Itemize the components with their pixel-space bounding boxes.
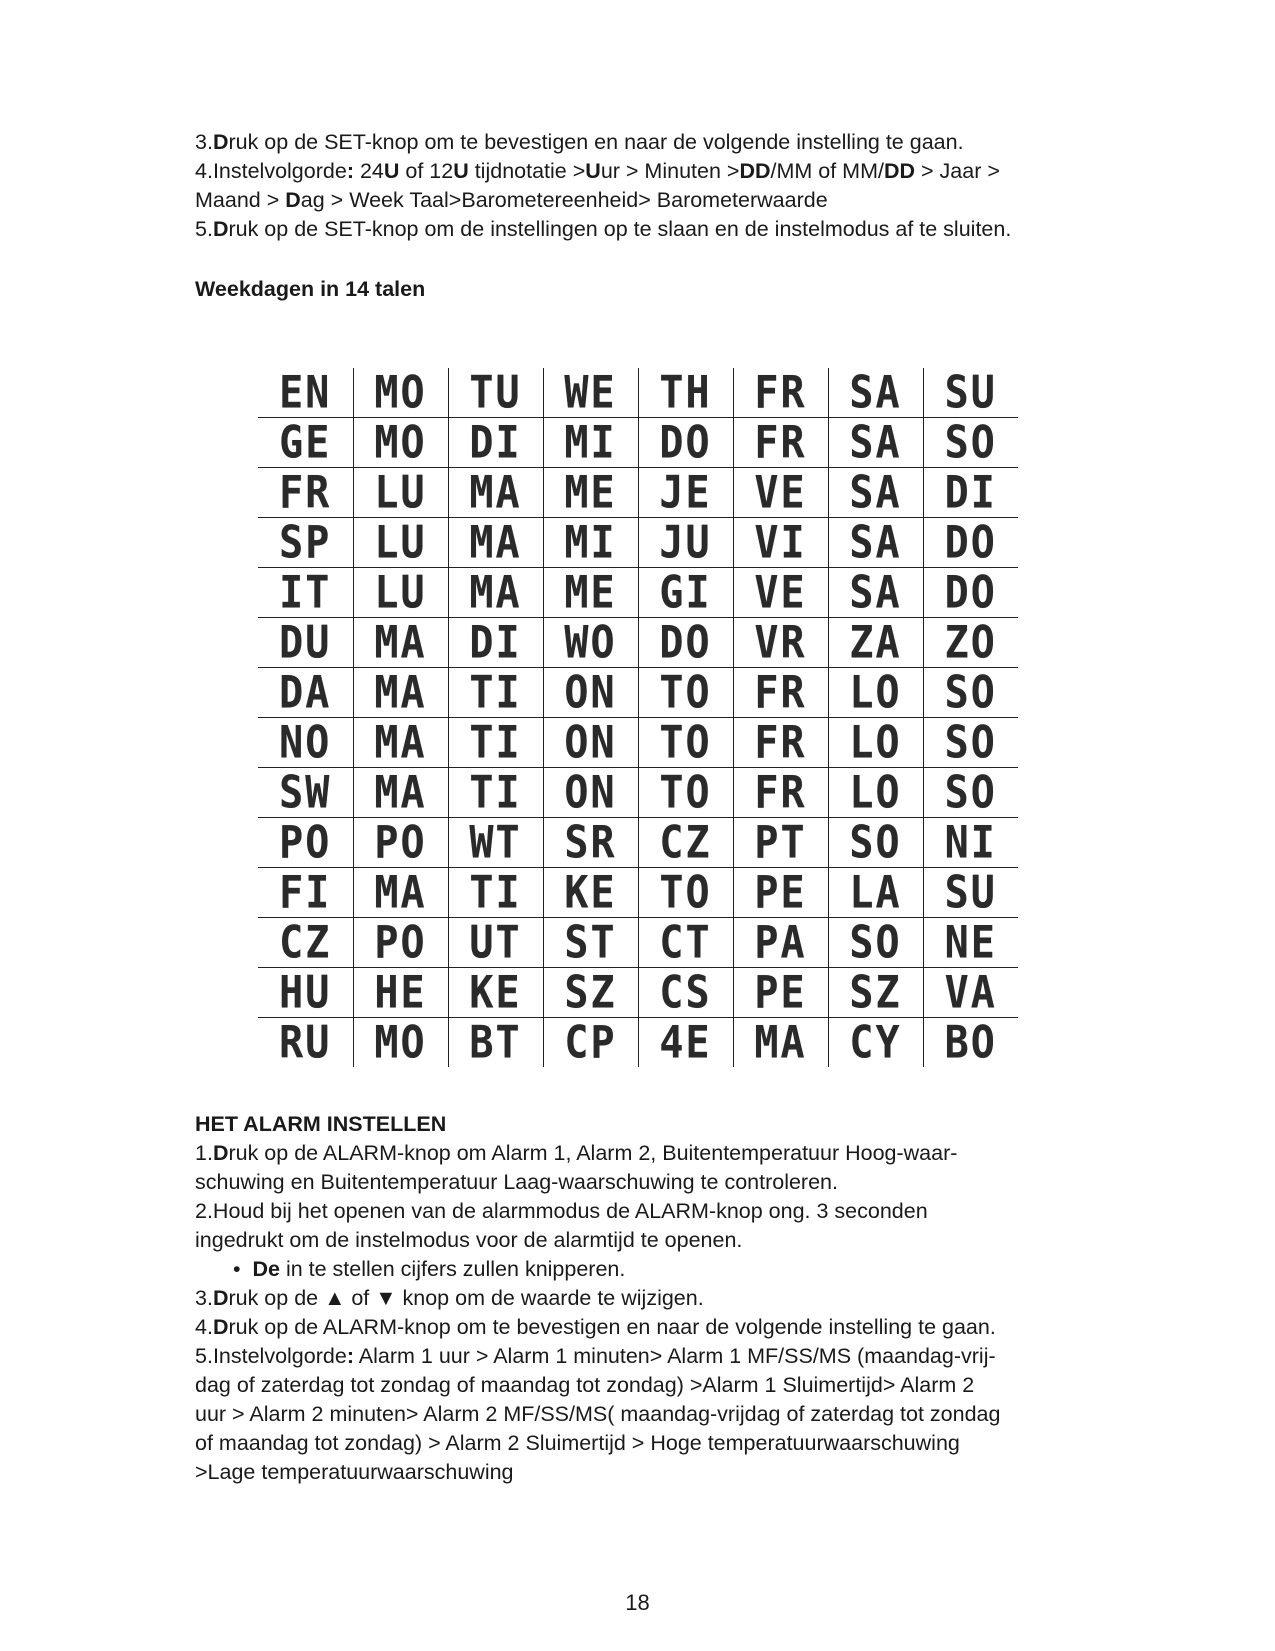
- lcd-day-code: PO: [374, 916, 427, 969]
- lcd-day-code: HU: [279, 966, 332, 1019]
- lcd-day-code: MO: [374, 1016, 427, 1069]
- table-cell: [733, 768, 828, 818]
- lcd-day-code: DO: [944, 566, 997, 619]
- table-cell: [353, 718, 448, 768]
- alarm-step-5-line5: >Lage temperatuurwaarschuwing: [195, 1460, 514, 1484]
- step-5-save: 5.Druk op de SET-knop om de instellingen op te slaan en de instelmodus af te sluiten.: [195, 217, 1012, 241]
- table-cell: [733, 668, 828, 718]
- table-cell: [543, 968, 638, 1018]
- lcd-day-code: KE: [564, 866, 617, 919]
- lcd-day-code: SO: [849, 916, 902, 969]
- table-cell: [353, 468, 448, 518]
- lcd-day-code: SO: [944, 716, 997, 769]
- lcd-day-code: WT: [469, 816, 522, 869]
- lcd-day-code: CY: [849, 1016, 902, 1069]
- lcd-day-code: MA: [374, 716, 427, 769]
- lcd-day-code: GE: [279, 416, 332, 469]
- table-cell: [258, 818, 353, 868]
- table-row: [258, 368, 1018, 418]
- lcd-day-code: PO: [279, 816, 332, 869]
- table-cell: [353, 568, 448, 618]
- table-cell: [733, 718, 828, 768]
- lcd-day-code: EN: [279, 366, 332, 419]
- lcd-day-code: ZO: [944, 616, 997, 669]
- lcd-day-code: PE: [754, 866, 807, 919]
- table-row: [258, 768, 1018, 818]
- table-cell: [258, 868, 353, 918]
- table-cell: [638, 868, 733, 918]
- table-cell: [923, 918, 1018, 968]
- lcd-day-code: MA: [754, 1016, 807, 1069]
- table-cell: [828, 518, 923, 568]
- lcd-day-code: VE: [754, 566, 807, 619]
- lcd-day-code: DO: [659, 616, 712, 669]
- table-cell: [353, 1018, 448, 1068]
- page-number: 18: [625, 1590, 650, 1615]
- lcd-day-code: FR: [279, 466, 332, 519]
- table-row: [258, 968, 1018, 1018]
- lcd-day-code: SO: [944, 416, 997, 469]
- table-cell: [543, 518, 638, 568]
- step-4-order-line2: Maand > Dag > Week Taal>Barometereenheid> Barometerwaarde: [195, 188, 828, 212]
- table-row: [258, 718, 1018, 768]
- table-cell: [828, 468, 923, 518]
- weekdays-heading: Weekdagen in 14 talen: [195, 277, 426, 301]
- table-cell: [923, 518, 1018, 568]
- lcd-day-code: SU: [944, 866, 997, 919]
- table-cell: [828, 868, 923, 918]
- lcd-day-code: FR: [754, 666, 807, 719]
- table-cell: [258, 368, 353, 418]
- lcd-day-code: ON: [564, 716, 617, 769]
- table-cell: [353, 918, 448, 968]
- lcd-day-code: VE: [754, 466, 807, 519]
- table-cell: [353, 368, 448, 418]
- lcd-day-code: TI: [469, 666, 522, 719]
- alarm-heading: HET ALARM INSTELLEN: [195, 1112, 447, 1136]
- lcd-day-code: PA: [754, 916, 807, 969]
- table-cell: [638, 968, 733, 1018]
- lcd-day-code: WO: [564, 616, 617, 669]
- table-cell: [448, 968, 543, 1018]
- lcd-day-code: DO: [659, 416, 712, 469]
- lcd-day-code: VR: [754, 616, 807, 669]
- lcd-day-code: SZ: [849, 966, 902, 1019]
- alarm-bullet-blink: • De in te stellen cijfers zullen knipperen.: [233, 1257, 626, 1281]
- lcd-day-code: MI: [564, 416, 617, 469]
- alarm-step-4: 4.Druk op de ALARM-knop om te bevestigen en naar de volgende instelling te gaan.: [195, 1315, 996, 1339]
- lcd-day-code: SA: [849, 516, 902, 569]
- table-row: [258, 518, 1018, 568]
- table-cell: [923, 468, 1018, 518]
- lcd-day-code: TU: [469, 366, 522, 419]
- table-cell: [258, 668, 353, 718]
- step-3-set: 3.Druk op de SET-knop om te bevestigen en naar de volgende instelling te gaan.: [195, 130, 964, 154]
- lcd-day-code: VI: [754, 516, 807, 569]
- table-cell: [543, 818, 638, 868]
- weekday-language-table: [258, 368, 1018, 1088]
- lcd-day-code: CZ: [659, 816, 712, 869]
- lcd-day-code: SA: [849, 366, 902, 419]
- table-row: [258, 668, 1018, 718]
- table-cell: [923, 668, 1018, 718]
- table-cell: [638, 368, 733, 418]
- table-cell: [638, 468, 733, 518]
- table-cell: [828, 568, 923, 618]
- table-cell: [258, 518, 353, 568]
- table-cell: [543, 718, 638, 768]
- table-cell: [828, 918, 923, 968]
- table-cell: [258, 618, 353, 668]
- lcd-day-code: GI: [659, 566, 712, 619]
- bullet-dot: •: [233, 1257, 241, 1281]
- table-cell: [258, 718, 353, 768]
- table-cell: [638, 768, 733, 818]
- lcd-day-code: TO: [659, 866, 712, 919]
- table-row: [258, 468, 1018, 518]
- lcd-day-code: ON: [564, 766, 617, 819]
- lcd-day-code: HE: [374, 966, 427, 1019]
- lcd-day-code: RU: [279, 1016, 332, 1069]
- table-cell: [828, 368, 923, 418]
- table-cell: [448, 418, 543, 468]
- table-cell: [733, 868, 828, 918]
- table-cell: [733, 368, 828, 418]
- table-cell: [923, 618, 1018, 668]
- table-cell: [448, 668, 543, 718]
- lcd-day-code: MA: [374, 666, 427, 719]
- table-cell: [638, 1018, 733, 1068]
- table-cell: [828, 968, 923, 1018]
- lcd-day-code: LU: [374, 516, 427, 569]
- table-cell: [733, 568, 828, 618]
- table-cell: [638, 518, 733, 568]
- lcd-day-code: SW: [279, 766, 332, 819]
- table-cell: [448, 718, 543, 768]
- table-cell: [638, 918, 733, 968]
- table-row: [258, 918, 1018, 968]
- alarm-step-5-line1: 5.Instelvolgorde: Alarm 1 uur > Alarm 1 minuten> Alarm 1 MF/SS/MS (maandag-vrij-: [195, 1344, 996, 1368]
- lcd-day-code: FR: [754, 716, 807, 769]
- lcd-day-code: CS: [659, 966, 712, 1019]
- table-cell: [353, 618, 448, 668]
- weekday-table: [258, 368, 1018, 1067]
- lcd-day-code: SO: [944, 766, 997, 819]
- table-row: [258, 418, 1018, 468]
- table-cell: [258, 918, 353, 968]
- up-arrow-icon: ▲: [324, 1286, 346, 1310]
- lcd-day-code: DA: [279, 666, 332, 719]
- table-cell: [543, 768, 638, 818]
- table-cell: [638, 818, 733, 868]
- table-cell: [448, 818, 543, 868]
- lcd-day-code: LO: [849, 766, 902, 819]
- table-cell: [543, 418, 638, 468]
- alarm-step-5-line4: of maandag tot zondag) > Alarm 2 Sluimertijd > Hoge temperatuurwaarschuwing: [195, 1431, 960, 1455]
- lcd-day-code: NO: [279, 716, 332, 769]
- table-row: [258, 618, 1018, 668]
- lcd-day-code: TI: [469, 716, 522, 769]
- lcd-day-code: MI: [564, 516, 617, 569]
- table-cell: [733, 818, 828, 868]
- table-cell: [353, 818, 448, 868]
- lcd-day-code: DI: [944, 466, 997, 519]
- table-cell: [638, 618, 733, 668]
- table-row: [258, 818, 1018, 868]
- alarm-step-5-line2: dag of zaterdag tot zondag of maandag tot zondag) >Alarm 1 Sluimertijd> Alarm 2: [195, 1373, 975, 1397]
- lcd-day-code: SA: [849, 416, 902, 469]
- lcd-day-code: TO: [659, 766, 712, 819]
- lcd-day-code: UT: [469, 916, 522, 969]
- table-cell: [923, 368, 1018, 418]
- lcd-day-code: ME: [564, 466, 617, 519]
- lcd-day-code: JU: [659, 516, 712, 569]
- table-cell: [258, 768, 353, 818]
- table-cell: [638, 668, 733, 718]
- lcd-day-code: SA: [849, 466, 902, 519]
- table-cell: [543, 368, 638, 418]
- lcd-day-code: SO: [944, 666, 997, 719]
- lcd-day-code: ON: [564, 666, 617, 719]
- table-cell: [543, 868, 638, 918]
- table-cell: [923, 968, 1018, 1018]
- table-cell: [543, 1018, 638, 1068]
- table-row: [258, 1018, 1018, 1068]
- lcd-day-code: KE: [469, 966, 522, 1019]
- lcd-day-code: LU: [374, 466, 427, 519]
- lcd-day-code: NE: [944, 916, 997, 969]
- table-cell: [448, 1018, 543, 1068]
- lcd-day-code: IT: [279, 566, 332, 619]
- lcd-day-code: WE: [564, 366, 617, 419]
- lcd-day-code: PE: [754, 966, 807, 1019]
- table-row: [258, 868, 1018, 918]
- table-cell: [733, 468, 828, 518]
- table-cell: [448, 618, 543, 668]
- table-cell: [353, 418, 448, 468]
- lcd-day-code: SU: [944, 366, 997, 419]
- table-cell: [923, 818, 1018, 868]
- lcd-day-code: CP: [564, 1016, 617, 1069]
- lcd-day-code: SP: [279, 516, 332, 569]
- lcd-day-code: DU: [279, 616, 332, 669]
- table-cell: [543, 468, 638, 518]
- table-cell: [923, 418, 1018, 468]
- lcd-day-code: CZ: [279, 916, 332, 969]
- table-cell: [733, 518, 828, 568]
- table-cell: [828, 768, 923, 818]
- alarm-step-2-line2: ingedrukt om de instelmodus voor de alarmtijd te openen.: [195, 1228, 743, 1252]
- lcd-day-code: TI: [469, 866, 522, 919]
- lcd-day-code: PT: [754, 816, 807, 869]
- lcd-day-code: PO: [374, 816, 427, 869]
- table-cell: [828, 818, 923, 868]
- table-cell: [923, 718, 1018, 768]
- lcd-day-code: ZA: [849, 616, 902, 669]
- down-arrow-icon: ▼: [375, 1286, 397, 1310]
- lcd-day-code: LO: [849, 666, 902, 719]
- lcd-day-code: LA: [849, 866, 902, 919]
- lcd-day-code: TO: [659, 666, 712, 719]
- table-cell: [448, 918, 543, 968]
- table-cell: [923, 568, 1018, 618]
- table-cell: [543, 918, 638, 968]
- table-cell: [733, 618, 828, 668]
- table-cell: [828, 1018, 923, 1068]
- table-cell: [923, 868, 1018, 918]
- table-cell: [828, 618, 923, 668]
- lcd-day-code: CT: [659, 916, 712, 969]
- table-cell: [733, 1018, 828, 1068]
- lcd-day-code: MA: [469, 566, 522, 619]
- lcd-day-code: SO: [849, 816, 902, 869]
- alarm-step-1-line2: schuwing en Buitentemperatuur Laag-waarschuwing te controleren.: [195, 1170, 838, 1194]
- table-cell: [733, 918, 828, 968]
- lcd-day-code: LO: [849, 716, 902, 769]
- lcd-day-code: MO: [374, 366, 427, 419]
- lcd-day-code: FR: [754, 416, 807, 469]
- table-cell: [638, 418, 733, 468]
- alarm-step-2-line1: 2.Houd bij het openen van de alarmmodus de ALARM-knop ong. 3 seconden: [195, 1199, 928, 1223]
- table-cell: [448, 868, 543, 918]
- table-cell: [923, 768, 1018, 818]
- lcd-day-code: MA: [469, 466, 522, 519]
- table-cell: [258, 1018, 353, 1068]
- lcd-day-code: SR: [564, 816, 617, 869]
- lcd-day-code: NI: [944, 816, 997, 869]
- lcd-day-code: MO: [374, 416, 427, 469]
- table-cell: [353, 768, 448, 818]
- table-cell: [448, 518, 543, 568]
- lcd-day-code: FI: [279, 866, 332, 919]
- lcd-day-code: JE: [659, 466, 712, 519]
- table-cell: [828, 668, 923, 718]
- table-cell: [353, 968, 448, 1018]
- table-cell: [543, 618, 638, 668]
- lcd-day-code: TH: [659, 366, 712, 419]
- table-cell: [733, 968, 828, 1018]
- table-cell: [828, 718, 923, 768]
- lcd-day-code: TI: [469, 766, 522, 819]
- table-cell: [258, 968, 353, 1018]
- lcd-day-code: FR: [754, 766, 807, 819]
- lcd-day-code: BT: [469, 1016, 522, 1069]
- alarm-step-5-line3: uur > Alarm 2 minuten> Alarm 2 MF/SS/MS( maandag-vrijdag of zaterdag tot zondag: [195, 1402, 1001, 1426]
- lcd-day-code: DI: [469, 416, 522, 469]
- lcd-day-code: ME: [564, 566, 617, 619]
- table-cell: [258, 568, 353, 618]
- table-cell: [448, 768, 543, 818]
- lcd-day-code: MA: [374, 766, 427, 819]
- table-cell: [638, 718, 733, 768]
- table-row: [258, 568, 1018, 618]
- table-cell: [353, 868, 448, 918]
- table-cell: [353, 668, 448, 718]
- lcd-day-code: SZ: [564, 966, 617, 1019]
- lcd-day-code: MA: [374, 866, 427, 919]
- table-cell: [638, 568, 733, 618]
- table-cell: [543, 668, 638, 718]
- alarm-step-3: 3.Druk op de ▲ of ▼ knop om de waarde te wijzigen.: [195, 1286, 704, 1310]
- table-cell: [733, 418, 828, 468]
- lcd-day-code: ST: [564, 916, 617, 969]
- lcd-day-code: BO: [944, 1016, 997, 1069]
- step-4-order-line1: 4.Instelvolgorde: 24U of 12U tijdnotatie >Uur > Minuten >DD/MM of MM/DD > Jaar >: [195, 159, 1000, 183]
- table-cell: [353, 518, 448, 568]
- table-cell: [543, 568, 638, 618]
- lcd-day-code: DI: [469, 616, 522, 669]
- lcd-day-code: MA: [469, 516, 522, 569]
- alarm-step-1-line1: 1.Druk op de ALARM-knop om Alarm 1, Alarm 2, Buitentemperatuur Hoog-waar-: [195, 1141, 958, 1165]
- lcd-day-code: VA: [944, 966, 997, 1019]
- lcd-day-code: FR: [754, 366, 807, 419]
- lcd-day-code: TO: [659, 716, 712, 769]
- table-cell: [448, 368, 543, 418]
- table-cell: [258, 418, 353, 468]
- table-cell: [923, 1018, 1018, 1068]
- table-cell: [258, 468, 353, 518]
- lcd-day-code: SA: [849, 566, 902, 619]
- lcd-day-code: MA: [374, 616, 427, 669]
- table-cell: [448, 568, 543, 618]
- lcd-day-code: LU: [374, 566, 427, 619]
- lcd-day-code: 4E: [659, 1016, 712, 1069]
- table-cell: [448, 468, 543, 518]
- table-cell: [828, 418, 923, 468]
- lcd-day-code: DO: [944, 516, 997, 569]
